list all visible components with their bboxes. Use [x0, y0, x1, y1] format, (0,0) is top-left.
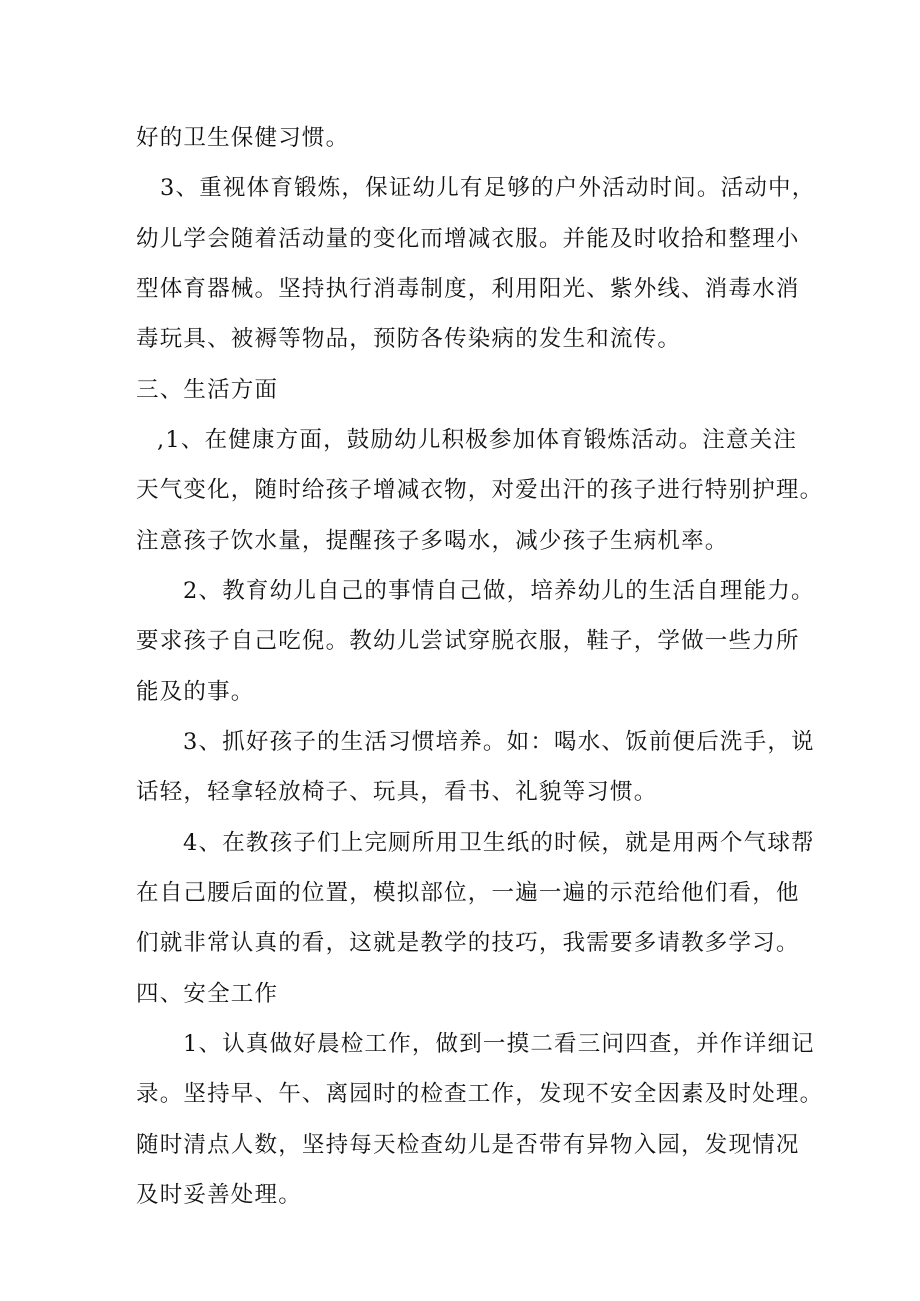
text-line: 随时清点人数，坚持每天检查幼儿是否带有异物入园，发现情况	[136, 1132, 800, 1158]
text-line: 们就非常认真的看，这就是教学的技巧，我需要多请教多学习。	[136, 930, 800, 956]
text-line: 2、教育幼儿自己的事情自己做，培养幼儿的生活自理能力。	[183, 578, 815, 604]
text-line: 能及的事。	[136, 679, 255, 705]
text-line: ,1、在健康方面，鼓励幼儿积极参加体育锻炼活动。注意关注	[157, 427, 798, 453]
text-line: 注意孩子饮水量，提醒孩子多喝水，减少孩子生病机率。	[136, 528, 729, 554]
text-line: 好的卫生保健习惯。	[136, 125, 350, 151]
text-line: 1、认真做好晨检工作，做到一摸二看三问四查，并作详细记	[183, 1031, 815, 1057]
text-line: 要求孩子自己吃倪。教幼儿尝试穿脱衣服，鞋子，学做一些力所	[136, 628, 800, 654]
text-line: 3、重视体育锻炼，保证幼儿有足够的户外活动时间。活动中，	[160, 175, 816, 201]
section-heading: 三、生活方面	[136, 377, 279, 403]
text-line: 毒玩具、被褥等物品，预防各传染病的发生和流传。	[136, 326, 682, 352]
text-line: 型体育器械。坚持执行消毒制度，利用阳光、紫外线、消毒水消	[136, 276, 800, 302]
text-line: 3、抓好孩子的生活习惯培养。如：喝水、饭前便后洗手，说	[183, 729, 815, 755]
text-line: 及时妥善处理。	[136, 1182, 302, 1208]
text-line: 在自己腰后面的位置，模拟部位，一遍一遍的示范给他们看，他	[136, 880, 800, 906]
text-line: 幼儿学会随着活动量的变化而增减衣服。并能及时收拾和整理小	[136, 226, 800, 252]
text-line: 录。坚持早、午、离园时的检查工作，发现不安全因素及时处理。	[136, 1081, 824, 1107]
section-heading: 四、安全工作	[136, 981, 279, 1007]
text-line: 天气变化，随时给孩子增减衣物，对爱出汗的孩子进行特别护理。	[136, 477, 824, 503]
text-line: 话轻，轻拿轻放椅子、玩具，看书、礼貌等习惯。	[136, 779, 658, 805]
text-line: 4、在教孩子们上完厕所用卫生纸的时候，就是用两个气球帮	[183, 830, 815, 856]
